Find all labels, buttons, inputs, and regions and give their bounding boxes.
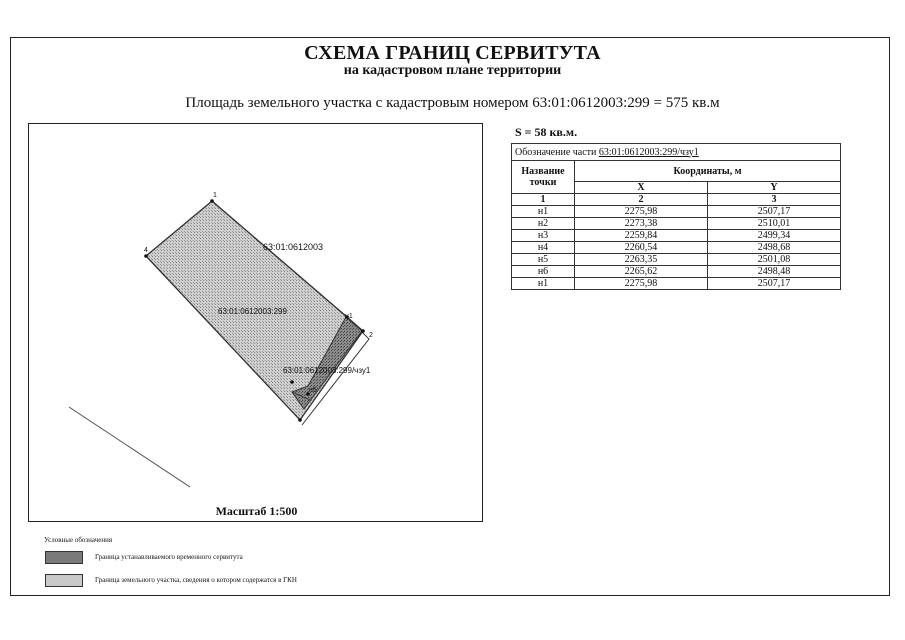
- col-y: Y: [708, 182, 841, 194]
- row-point-name: н3: [512, 230, 575, 242]
- col-num-2: 2: [575, 194, 708, 206]
- col-point-name: Название точки: [512, 161, 575, 194]
- legend-title: Условные обозначения: [44, 536, 113, 544]
- point-1-marker: [210, 199, 214, 203]
- servitude-area: S = 58 кв.м.: [515, 125, 578, 139]
- point-n5-marker: [290, 380, 294, 384]
- table-row: [512, 218, 841, 230]
- row-point-name: н5: [512, 254, 575, 266]
- row-point-name: н4: [512, 242, 575, 254]
- coordinates-table: [511, 143, 841, 290]
- page-title: СХЕМА ГРАНИЦ СЕРВИТУТА: [304, 42, 601, 64]
- servitude-number-label: 63:01:0612003:299/чзу1: [283, 366, 371, 375]
- point-n5-label: н5: [309, 387, 317, 394]
- row-y: 2499,34: [708, 230, 841, 242]
- row-y: 2507,17: [708, 278, 841, 290]
- page-subtitle: на кадастровом плане территории: [343, 63, 562, 78]
- point-4-label: 4: [144, 247, 148, 254]
- row-point-name: н1: [512, 206, 575, 218]
- legend-swatch-light: [45, 574, 83, 587]
- point-1-label: 1: [213, 192, 217, 199]
- row-x: 2265,62: [575, 266, 708, 278]
- row-x: 2259,84: [575, 230, 708, 242]
- legend-text-servitude: Граница устанавливаемого временного сервитута: [95, 553, 243, 561]
- col-coordinates: Координаты, м: [575, 161, 841, 182]
- row-x: 2263,35: [575, 254, 708, 266]
- table-row: [512, 266, 841, 278]
- row-y: 2498,48: [708, 266, 841, 278]
- row-x: 2275,98: [575, 278, 708, 290]
- table-row: [512, 206, 841, 218]
- point-2-marker: [361, 329, 365, 333]
- point-2-label: 2: [369, 332, 373, 339]
- map-drawing: [29, 124, 481, 520]
- row-point-name: н2: [512, 218, 575, 230]
- row-y: 2498,68: [708, 242, 841, 254]
- part-prefix: Обозначение части: [515, 146, 599, 158]
- parcel-number-label: 63:01:0612003:299: [218, 307, 287, 316]
- area-statement: Площадь земельного участка с кадастровым номером 63:01:0612003:299 = 575 кв.м: [185, 95, 720, 111]
- row-x: 2273,38: [575, 218, 708, 230]
- block-number-label: 63:01:0612003: [263, 242, 324, 252]
- legend-swatch-dark: [45, 551, 83, 564]
- point-bottom-marker: [298, 418, 302, 422]
- table-header-row: [512, 161, 841, 182]
- road-line: [69, 407, 190, 487]
- row-y: 2501,08: [708, 254, 841, 266]
- table-colnum-row: [512, 194, 841, 206]
- table-row: [512, 254, 841, 266]
- table-row: [512, 230, 841, 242]
- row-point-name: н1: [512, 278, 575, 290]
- row-x: 2275,98: [575, 206, 708, 218]
- point-n1-label: н1: [345, 313, 353, 320]
- legend-text-parcel: Граница земельного участка, сведения о котором содержатся в ГКН: [95, 576, 297, 584]
- row-y: 2507,17: [708, 206, 841, 218]
- part-designation: [512, 144, 841, 161]
- table-row: [512, 242, 841, 254]
- table-part-row: [512, 144, 841, 161]
- col-x: X: [575, 182, 708, 194]
- point-4-marker: [144, 254, 148, 258]
- row-y: 2510,01: [708, 218, 841, 230]
- cadastral-map: [28, 123, 483, 522]
- map-scale: Масштаб 1:500: [215, 504, 298, 518]
- col-num-1: 1: [512, 194, 575, 206]
- col-num-3: 3: [708, 194, 841, 206]
- row-x: 2260,54: [575, 242, 708, 254]
- row-point-name: н6: [512, 266, 575, 278]
- table-row: [512, 278, 841, 290]
- part-code: 63:01:0612003:299/чзу1: [598, 146, 699, 158]
